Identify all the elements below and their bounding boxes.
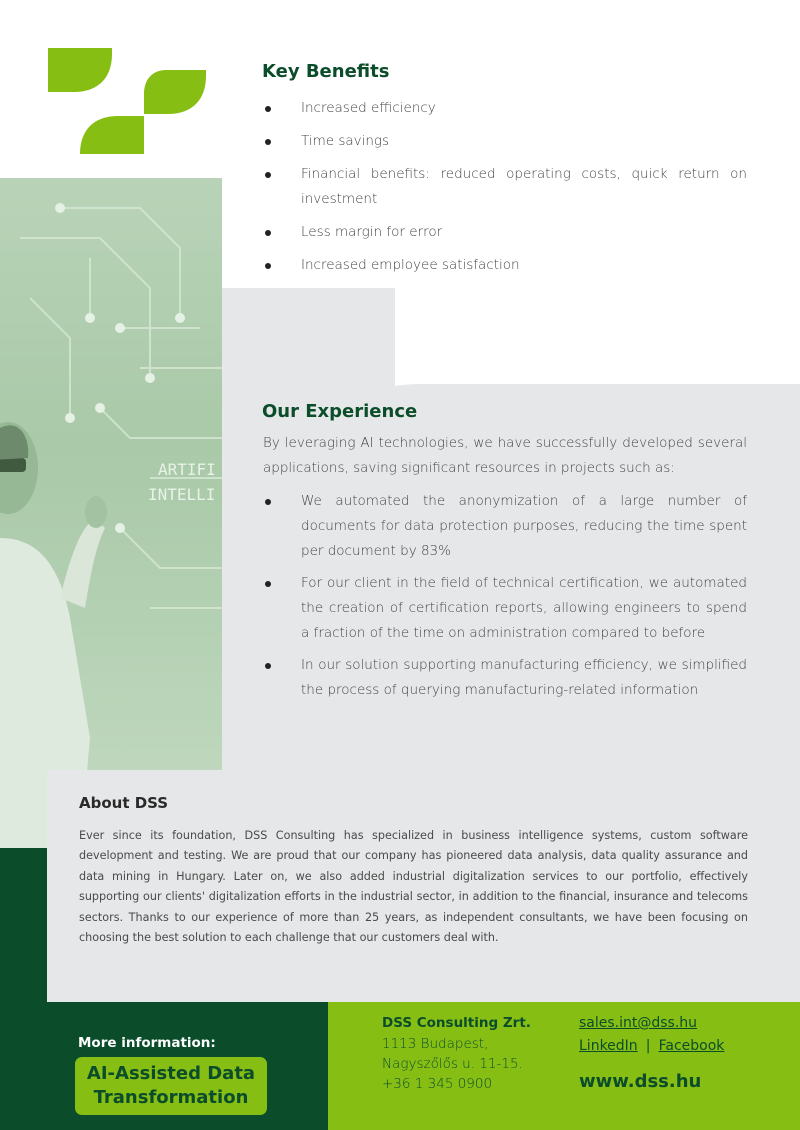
list-item: In our solution supporting manufacturing efficiency, we simplified the process of querying manufacturing-related information — [263, 653, 747, 703]
about-title: About DSS — [79, 794, 169, 812]
experience-title: Our Experience — [262, 401, 418, 422]
circuit-illustration — [0, 178, 222, 848]
list-item: For our client in the field of technical certification, we automated the creation of certification reports, allowing engineers to spend a fraction of the time on administration compared to before — [263, 571, 747, 646]
key-benefits-title: Key Benefits — [262, 61, 390, 82]
link-separator: | — [645, 1038, 651, 1054]
list-item: We automated the anonymization of a large number of documents for data protection purposes, reducing the time spent per document by 83% — [263, 489, 747, 564]
company-name: DSS Consulting Zrt. — [382, 1015, 531, 1031]
experience-intro: By leveraging AI technologies, we have successfully developed several applications, saving significant resources in projects such as: — [263, 435, 747, 476]
address-line-1: 1113 Budapest, — [382, 1036, 489, 1052]
ai-data-transformation-button[interactable]: AI-Assisted Data Transformation — [75, 1057, 267, 1115]
list-item: Time savings — [263, 129, 747, 154]
phone-number: +36 1 345 0900 — [382, 1076, 493, 1092]
list-item: Increased efficiency — [263, 96, 747, 121]
about-text: Ever since its foundation, DSS Consulting has specialized in business intelligence systems, custom software development and testing. We are proud that our company has pioneered data analysis, data quality assurance and data mining in Hungary. Later on, we also added industrial digitalization services to our portfolio, effectively supporting our clients' digitalization efforts in the industrial sector, in addition to the financial, insurance and telecoms sectors. Thanks to our experience of more than 25 years, as independent consultants, we have been focusing on choosing the best solution to each challenge that our customers deal with. — [79, 829, 748, 945]
email-link[interactable]: sales.int@dss.hu — [579, 1015, 698, 1031]
website-link[interactable]: www.dss.hu — [579, 1071, 702, 1092]
key-benefits-list — [263, 96, 747, 278]
list-item: Less margin for error — [263, 220, 747, 245]
hero-photo — [0, 178, 222, 848]
bg-shape-cut — [395, 288, 595, 384]
photo-overlay-1: ARTIFI — [158, 460, 216, 479]
more-info-label: More information: — [78, 1035, 216, 1051]
logo — [48, 48, 208, 156]
list-item: Financial benefits: reduced operating costs, quick return on investment — [263, 162, 747, 212]
address-line-2: Nagyszőlős u. 11-15. — [382, 1056, 523, 1072]
dss-logo-icon — [48, 48, 208, 156]
linkedin-link[interactable]: LinkedIn — [579, 1038, 638, 1054]
list-item: Increased employee satisfaction — [263, 253, 747, 278]
social-links — [579, 1035, 724, 1054]
facebook-link[interactable]: Facebook — [658, 1038, 725, 1054]
photo-overlay-2: INTELLI — [148, 485, 216, 504]
experience-list — [263, 489, 747, 703]
